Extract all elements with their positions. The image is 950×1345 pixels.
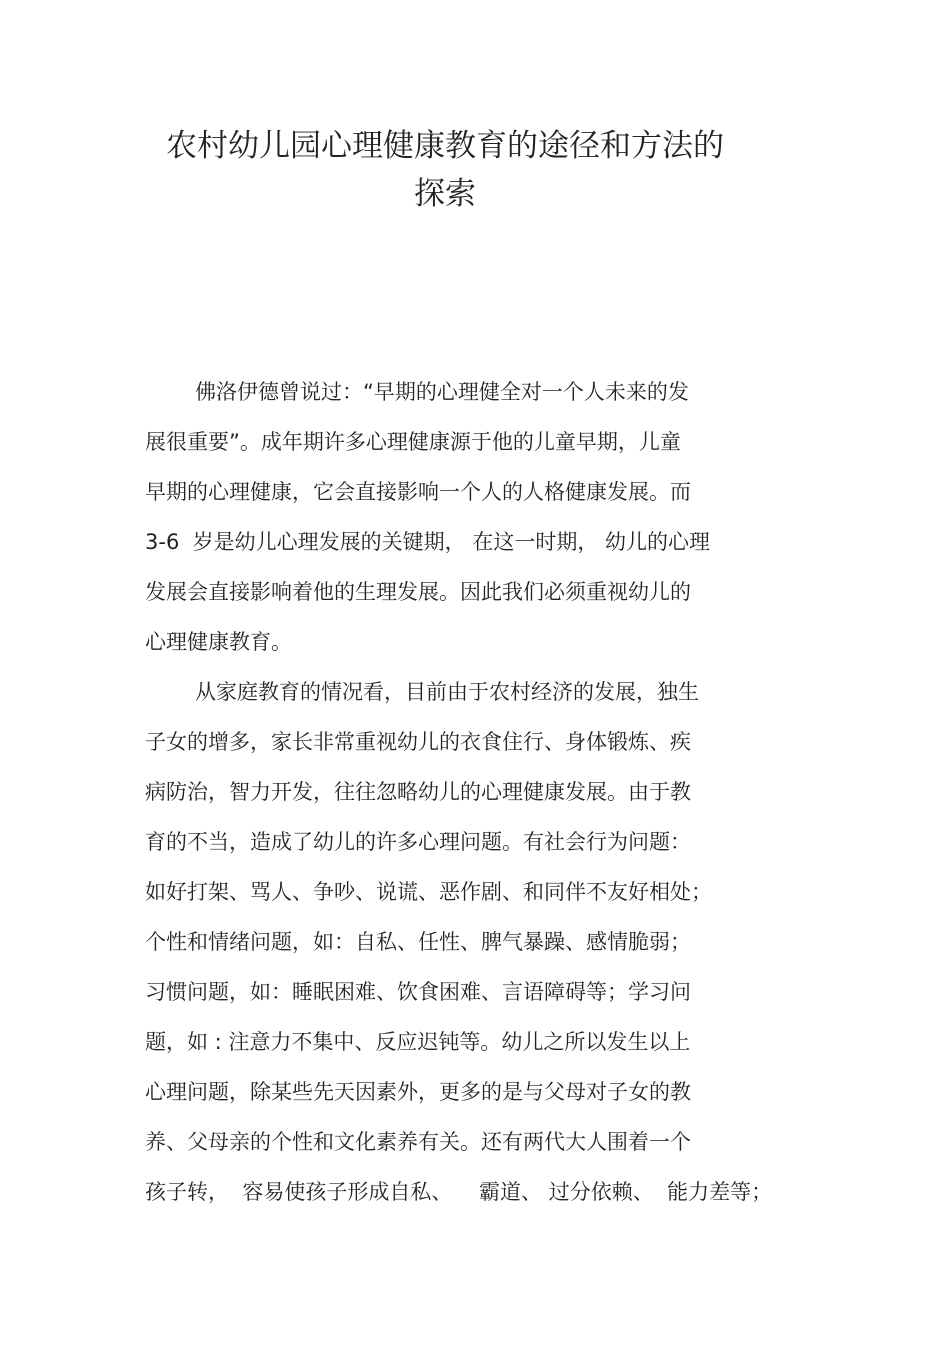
paragraph-line: 孩子转， 容易使孩子形成自私、 霸道、 过分依赖、 能力差等； (145, 1180, 773, 1204)
paragraph-line: 心理健康教育。 (145, 630, 292, 654)
paragraph-line: 展很重要”。成年期许多心理健康源于他的儿童早期，儿童 (145, 430, 681, 454)
title-line-2: 探索 (414, 176, 476, 212)
paragraph-line: 早期的心理健康，它会直接影响一个人的人格健康发展。而 (145, 480, 691, 504)
paragraph-line: 养、父母亲的个性和文化素养有关。还有两代大人围着一个 (145, 1130, 691, 1154)
paragraph-1 (145, 375, 805, 675)
paragraph-2 (145, 675, 805, 1225)
document-body (145, 375, 805, 1225)
paragraph-line: 发展会直接影响着他的生理发展。因此我们必须重视幼儿的 (145, 580, 691, 604)
paragraph-line: 心理问题，除某些先天因素外，更多的是与父母对子女的教 (145, 1080, 691, 1104)
document-title (130, 122, 760, 218)
paragraph-line: 从家庭教育的情况看，目前由于农村经济的发展，独生 (195, 680, 699, 704)
paragraph-line: 题，如 : 注意力不集中、反应迟钝等。幼儿之所以发生以上 (145, 1030, 691, 1054)
paragraph-line: 个性和情绪问题，如：自私、任性、脾气暴躁、感情脆弱； (145, 930, 691, 954)
paragraph-line: 子女的增多，家长非常重视幼儿的衣食住行、身体锻炼、疾 (145, 730, 691, 754)
paragraph-line: 育的不当，造成了幼儿的许多心理问题。有社会行为问题： (145, 830, 691, 854)
paragraph-line: 习惯问题，如：睡眠困难、饮食困难、言语障碍等；学习问 (145, 980, 691, 1004)
paragraph-line: 佛洛伊德曾说过：“早期的心理健全对一个人未来的发 (195, 380, 689, 404)
paragraph-line: 病防治，智力开发，往往忽略幼儿的心理健康发展。由于教 (145, 780, 691, 804)
title-line-1: 农村幼儿园心理健康教育的途径和方法的 (166, 128, 724, 164)
paragraph-line: 如好打架、骂人、争吵、说谎、恶作剧、和同伴不友好相处； (145, 880, 712, 904)
paragraph-line: 3-6 岁是幼儿心理发展的关键期， 在这一时期， 幼儿的心理 (145, 530, 710, 554)
